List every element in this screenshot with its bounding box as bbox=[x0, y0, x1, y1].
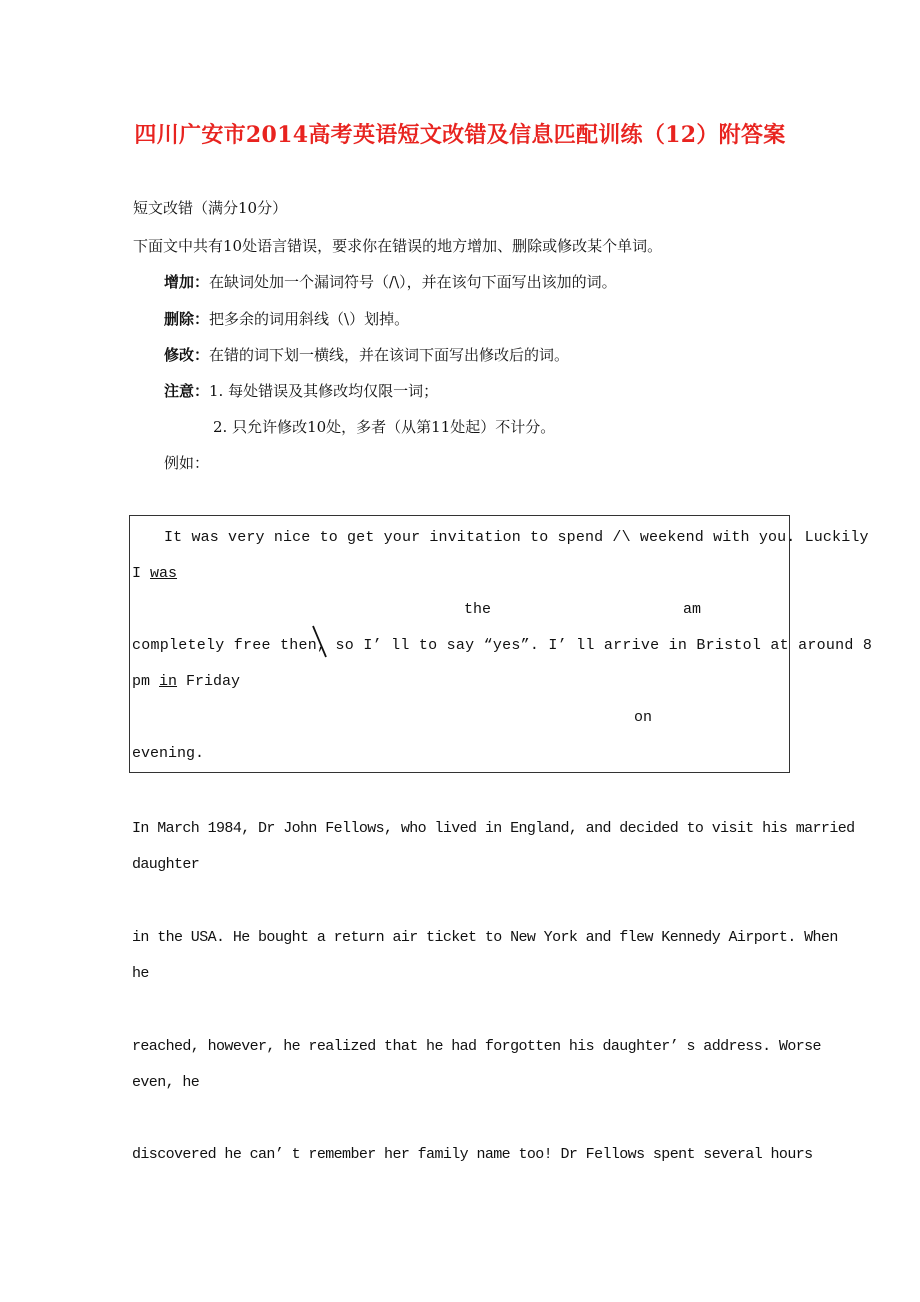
struck-word: so bbox=[335, 637, 355, 654]
passage-line: In March 1984, Dr John Fellows, who lived in England, and decided to visit his married bbox=[132, 820, 855, 837]
example-label: 例如： bbox=[164, 454, 210, 472]
page-title: 四川广安市2014高考英语短文改错及信息匹配训练（12）附答案 bbox=[134, 122, 786, 148]
rule-note-2: 2. 只允许修改10处，多者（从第11处起）不计分。 bbox=[213, 418, 556, 436]
example-line-4 bbox=[132, 673, 240, 690]
error-underlined-word: was bbox=[150, 565, 178, 582]
rule-modify bbox=[164, 345, 569, 365]
example-line-5: evening. bbox=[132, 745, 205, 762]
example-line-3 bbox=[132, 637, 872, 654]
rule-text: 把多余的词用斜线（\）划掉。 bbox=[209, 310, 410, 328]
passage-line: even, he bbox=[132, 1074, 200, 1091]
error-underlined-word: in bbox=[159, 673, 178, 690]
rule-text: 在错的词下划一横线，并在该词下面写出修改后的词。 bbox=[209, 346, 570, 364]
example-line-2 bbox=[132, 565, 177, 582]
rule-delete bbox=[164, 309, 409, 329]
passage-line: daughter bbox=[132, 856, 200, 873]
passage-line: discovered he can’ t remember her family name too! Dr Fellows spent several hours bbox=[132, 1146, 813, 1163]
correction-on: on bbox=[634, 709, 653, 726]
example-text: completely free then, bbox=[132, 637, 336, 654]
example-text: Friday bbox=[177, 673, 241, 690]
rule-label: 注意： bbox=[164, 382, 210, 400]
example-line-1: It was very nice to get your invitation to spend /\ weekend with you. Luckily bbox=[164, 529, 869, 546]
passage-line: reached, however, he realized that he had forgotten his daughter’ s address. Worse bbox=[132, 1038, 821, 1055]
passage-line: he bbox=[132, 965, 149, 982]
rule-label: 增加： bbox=[164, 273, 210, 291]
deletion-slash-icon bbox=[312, 625, 328, 659]
rule-text: 在缺词处加一个漏词符号（/\），并在该句下面写出该加的词。 bbox=[209, 273, 617, 291]
instructions-intro: 下面文中共有10处语言错误，要求你在错误的地方增加、删除或修改某个单词。 bbox=[133, 237, 663, 255]
rule-label: 删除： bbox=[164, 310, 210, 328]
example-text: I’ ll to say “yes”. I’ ll arrive in Bristol at around 8 bbox=[354, 637, 873, 654]
rule-add bbox=[164, 272, 617, 292]
example-text: I bbox=[132, 565, 151, 582]
passage-line: in the USA. He bought a return air ticket to New York and flew Kennedy Airport. When bbox=[132, 929, 838, 946]
example-text: pm bbox=[132, 673, 160, 690]
rule-note bbox=[164, 381, 438, 401]
correction-the: the bbox=[464, 601, 492, 618]
rule-label: 修改： bbox=[164, 346, 210, 364]
correction-am: am bbox=[683, 601, 702, 618]
rule-text: 1. 每处错误及其修改均仅限一词； bbox=[209, 382, 439, 400]
section-heading: 短文改错（满分10分） bbox=[133, 199, 288, 217]
